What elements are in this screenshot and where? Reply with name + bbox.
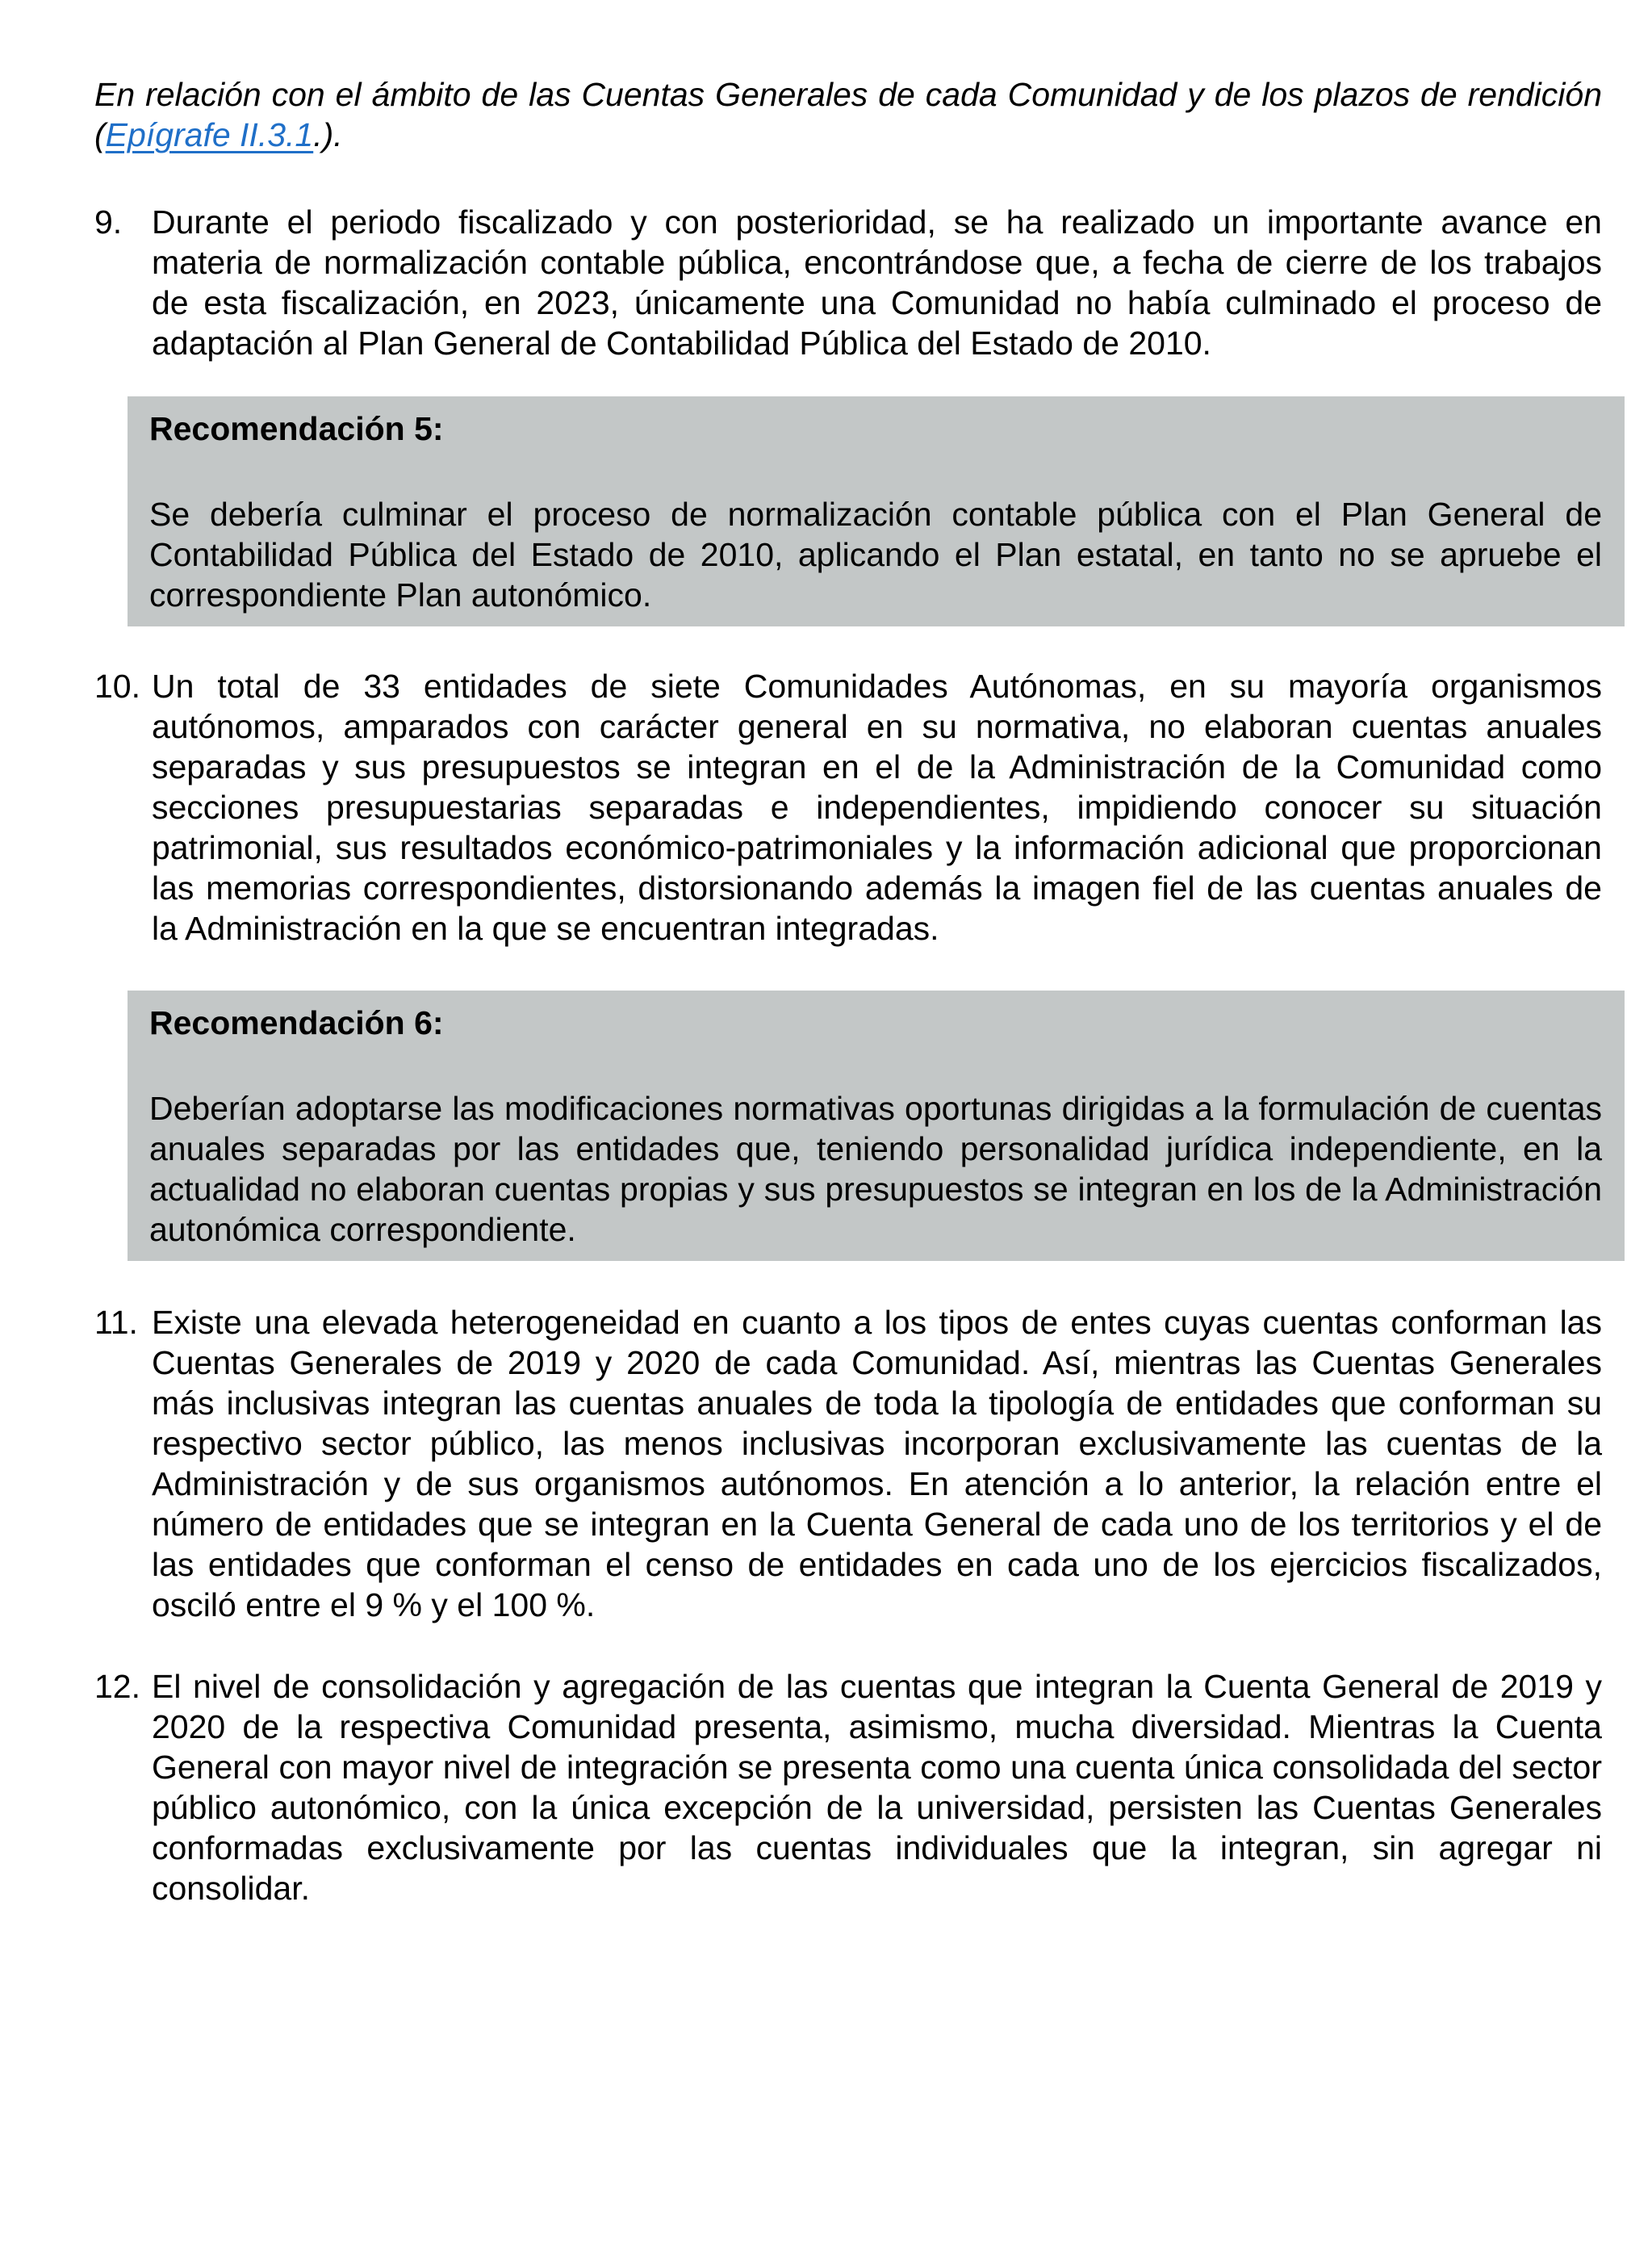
recommendation-box-6: [128, 991, 1625, 1261]
numbered-item-9: [94, 202, 1602, 363]
numbered-item-12: [94, 1666, 1602, 1908]
document-content: [94, 74, 1602, 1908]
recommendation-title: Recomendación 5:: [149, 410, 444, 447]
item-text: Durante el periodo fiscalizado y con posterioridad, se ha realizado un importante avance en materia de normalización contable pública, encontrándose que, a fecha de cierre de los trabajos de esta fiscalización, en 2023, únicamente una Comunidad no había culminado el proceso de adaptación al Plan General de Contabilidad Pública del Estado de 2010.: [152, 203, 1602, 362]
item-text: Existe una elevada heterogeneidad en cuanto a los tipos de entes cuyas cuentas conforman las Cuentas Generales de 2019 y 2020 de cada Comunidad. Así, mientras las Cuentas Generales más inclusivas integran las cuentas anuales de toda la tipología de entidades que conforman su respectivo sector público, las menos inclusivas incorporan exclusivamente las cuentas de la Administración y de sus organismos autónomos. En atención a lo anterior, la relación entre el número de entidades que se integran en la Cuenta General de cada uno de los territorios y el de las entidades que conforman el censo de entidades en cada uno de los ejercicios fiscalizados, osciló entre el 9 % y el 100 %.: [152, 1304, 1602, 1623]
recommendation-body: Se debería culminar el proceso de normalización contable pública con el Plan General de Contabilidad Pública del Estado de 2010, aplicando el Plan estatal, en tanto no se apruebe el correspondiente Plan autonómico.: [149, 496, 1602, 614]
item-number: 12.: [94, 1668, 140, 1705]
recommendation-title: Recomendación 6:: [149, 1004, 444, 1041]
item-text: El nivel de consolidación y agregación de las cuentas que integran la Cuenta General de 2019 y 2020 de la respectiva Comunidad presenta, asimismo, mucha diversidad. Mientras la Cuenta General con mayor nivel de integración se presenta como una cuenta única consolidada del sector público autonómico, con la única excepción de la universidad, persisten las Cuentas Generales conformadas exclusivamente por las cuentas individuales que la integran, sin agregar ni consolidar.: [152, 1668, 1602, 1907]
recommendation-box-5: [128, 396, 1625, 626]
intro-text-before-link: En relación con el ámbito de las Cuentas Generales de cada Comunidad y de los plazos de rendición (: [94, 76, 1602, 153]
item-number: 11.: [94, 1304, 138, 1341]
intro-text-after-link: .).: [313, 116, 343, 153]
item-number: 9.: [94, 203, 123, 241]
numbered-item-11: [94, 1302, 1602, 1625]
recommendation-body: Deberían adoptarse las modificaciones normativas oportunas dirigidas a la formulación de cuentas anuales separadas por las entidades que, teniendo personalidad jurídica independiente, en la actualidad no elaboran cuentas propias y sus presupuestos se integran en los de la Administración autonómica correspondiente.: [149, 1090, 1602, 1248]
intro-paragraph: [94, 74, 1602, 155]
item-number: 10.: [94, 668, 140, 705]
item-text: Un total de 33 entidades de siete Comunidades Autónomas, en su mayoría organismos autónomos, amparados con carácter general en su normativa, no elaboran cuentas anuales separadas y sus presupuestos se integran en el de la Administración de la Comunidad como secciones presupuestarias separadas e independientes, impidiendo conocer su situación patrimonial, sus resultados económico-patrimoniales y la información adicional que proporcionan las memorias correspondientes, distorsionando además la imagen fiel de las cuentas anuales de la Administración en la que se encuentran integradas.: [152, 668, 1602, 947]
epigrafe-link[interactable]: Epígrafe II.3.1: [105, 116, 314, 153]
numbered-item-10: [94, 666, 1602, 949]
